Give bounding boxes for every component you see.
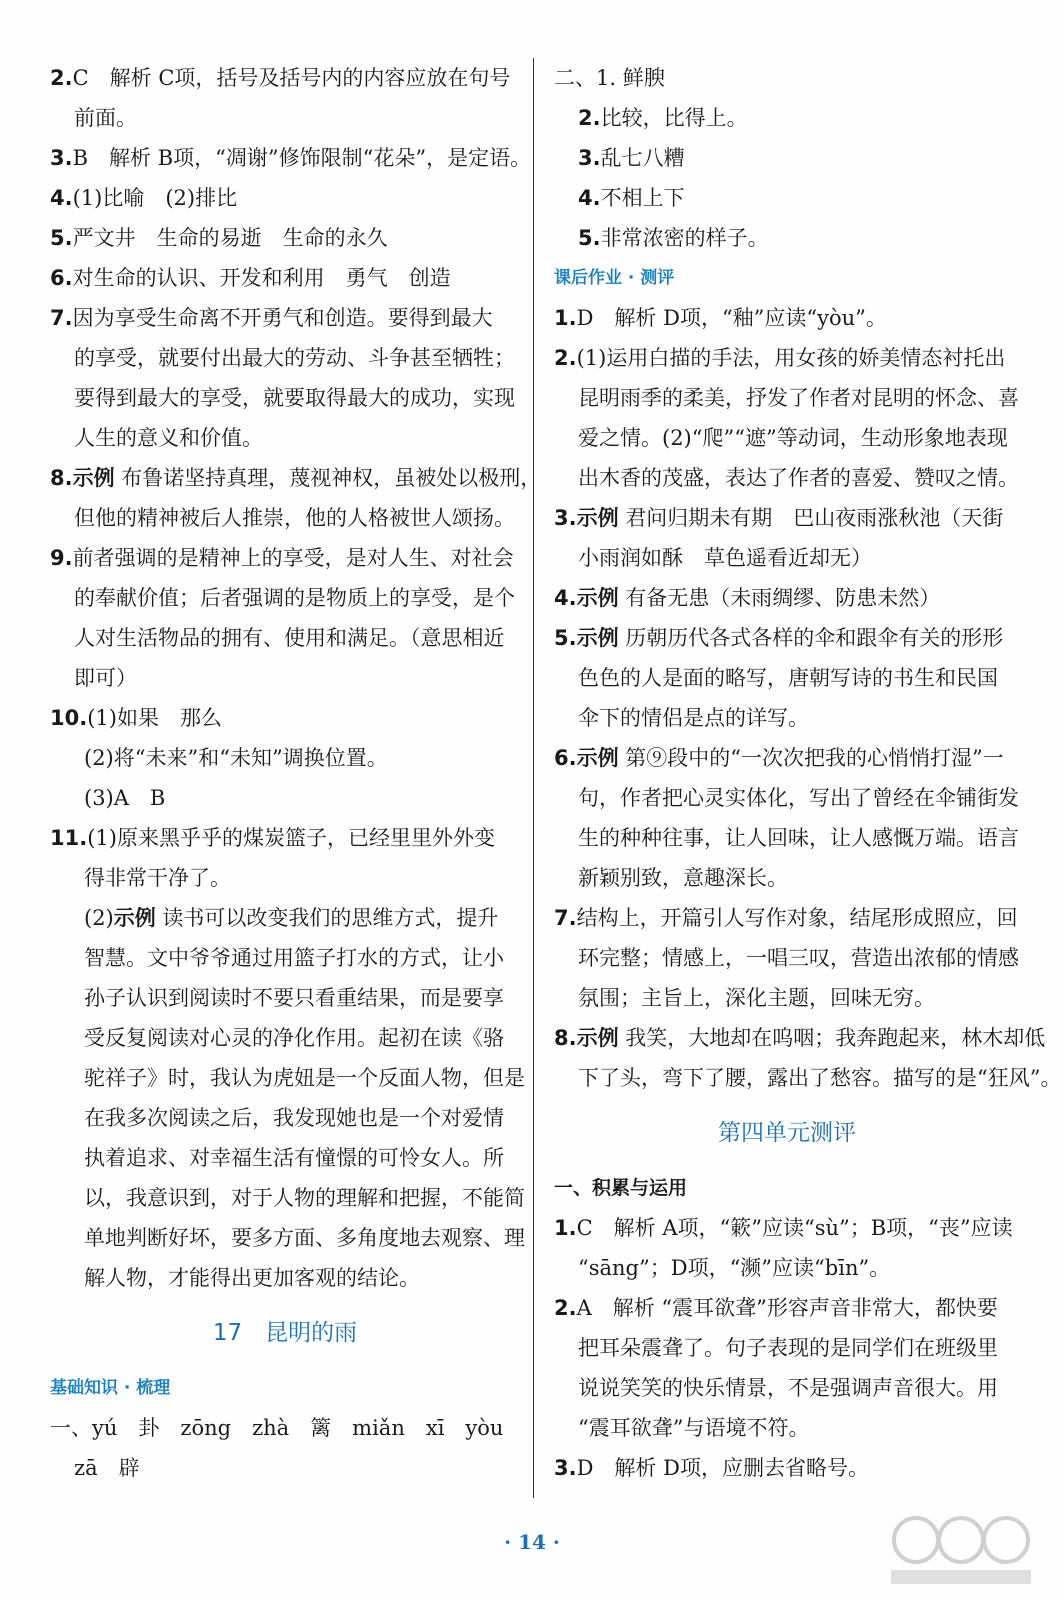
item-number: 7. xyxy=(50,306,73,330)
text-line xyxy=(50,1018,520,1058)
item-number: 3. xyxy=(578,146,601,170)
example-label: 示例 xyxy=(113,905,156,930)
text-line xyxy=(50,1058,525,1098)
item-number: 5. xyxy=(50,226,73,250)
answer-text: “sāng”；D项，“濒”应读“bīn”。 xyxy=(578,1256,891,1280)
example-label: 示例 xyxy=(576,505,619,530)
text-line xyxy=(554,58,1020,98)
text-line xyxy=(554,458,1020,498)
answer-text: 第⑨段中的“一次次把我的心悄悄打湿”一 xyxy=(618,746,1004,770)
item-number: 4. xyxy=(50,186,73,210)
answer-item xyxy=(50,258,520,298)
text-line xyxy=(50,1098,520,1138)
part-heading: 一、积累与运用 xyxy=(554,1177,688,1199)
answer-item xyxy=(554,178,1020,218)
answer-text: (1)如果 那么 xyxy=(87,706,222,730)
answer-text: 即可） xyxy=(74,666,137,690)
answer-text: 不相上下 xyxy=(600,186,685,210)
answer-item xyxy=(50,458,542,498)
text-line xyxy=(554,818,1020,858)
answer-item xyxy=(554,1018,1046,1058)
answer-text: (1)比喻 (2)排比 xyxy=(72,186,238,210)
text-line xyxy=(50,778,520,818)
example-label: 示例 xyxy=(576,585,619,610)
item-number: 4. xyxy=(578,186,601,210)
answer-text: 我笑，大地却在呜咽；我奔跑起来，林木却低 xyxy=(618,1026,1046,1050)
text-line xyxy=(50,738,520,778)
answer-text: 爱之情。(2)“爬”“遮”等动词，生动形象地表现 xyxy=(578,426,1008,450)
answer-text: 单地判断好坏，要多方面、多角度地去观察、理 xyxy=(84,1226,525,1250)
answer-item xyxy=(50,178,520,218)
answer-text: 的享受，就要付出最大的劳动、斗争甚至牺牲； xyxy=(74,346,515,370)
answer-text: 伞下的情侣是点的详写。 xyxy=(578,706,809,730)
column-divider xyxy=(533,58,534,1498)
answer-text: 得非常干净了。 xyxy=(84,866,231,890)
text-line xyxy=(554,1328,1020,1368)
answer-item xyxy=(554,1208,1020,1248)
item-number: 6. xyxy=(554,746,577,770)
text-line xyxy=(50,1218,525,1258)
example-label: 示例 xyxy=(576,1025,619,1050)
text-line xyxy=(554,858,1020,898)
text-line xyxy=(554,938,1020,978)
text-line xyxy=(50,578,520,618)
answer-item xyxy=(554,218,1020,258)
answer-text: 小雨润如酥 草色遥看近却无） xyxy=(578,546,872,570)
text-line xyxy=(50,1258,520,1298)
answer-item xyxy=(554,98,1020,138)
item-number: 6. xyxy=(50,266,73,290)
answer-text: 说说笑笑的快乐情景，不是强调声音很大。用 xyxy=(578,1376,998,1400)
answer-text: 下了头，弯下了腰，露出了愁容。描写的是“狂风”。 xyxy=(578,1066,1062,1090)
item-number: 5. xyxy=(554,626,577,650)
answer-item xyxy=(554,898,1020,938)
answer-text: (3)A B xyxy=(84,786,166,810)
answer-item xyxy=(554,1448,1020,1488)
section-title: 17 昆明的雨 xyxy=(212,1320,358,1346)
answer-item xyxy=(50,298,520,338)
answer-text: 严文井 生命的易逝 生命的永久 xyxy=(72,226,388,250)
answer-text: “震耳欲聋”与语境不符。 xyxy=(578,1416,810,1440)
answer-text: 句，作者把心灵实体化，写出了曾经在伞铺街发 xyxy=(578,786,1019,810)
text-line xyxy=(554,378,1020,418)
answer-text: 氛围；主旨上，深化主题，回味无穷。 xyxy=(578,986,935,1010)
item-number: 8. xyxy=(50,466,73,490)
text-line xyxy=(50,658,520,698)
answer-text: 因为享受生命离不开勇气和创造。要得到最大 xyxy=(72,306,493,330)
answer-text: 以，我意识到，对于人物的理解和把握，不能简 xyxy=(84,1186,525,1210)
text-line xyxy=(554,538,1020,578)
answer-text: 色色的人是面的略写，唐朝写诗的书生和民国 xyxy=(578,666,998,690)
answer-text: 结构上，开篇引人写作对象，结尾形成照应，回 xyxy=(576,906,1018,930)
text-line xyxy=(554,978,1020,1018)
answer-text: zā 辟 xyxy=(74,1456,140,1480)
text-line xyxy=(50,418,520,458)
answer-text: 环完整；情感上，一唱三叹，营造出浓郁的情感 xyxy=(578,946,1019,970)
text-line xyxy=(50,938,520,978)
answer-text: 一、yú 卦 zōng zhà 篱 miǎn xī yòu xyxy=(50,1416,504,1440)
answer-text: B 解析 B项，“凋谢”修饰限制“花朵”，是定语。 xyxy=(72,146,532,170)
text-line xyxy=(50,898,520,938)
answer-text: 出木香的茂盛，表达了作者的喜爱、赞叹之情。 xyxy=(578,466,1019,490)
example-label: 示例 xyxy=(72,465,115,490)
answer-text: 历朝历代各式各样的伞和跟伞有关的形形 xyxy=(618,626,1004,650)
answer-text: 非常浓密的样子。 xyxy=(600,226,769,250)
answer-item xyxy=(554,738,1020,778)
watermark-logo xyxy=(886,1510,1036,1590)
text-line xyxy=(50,338,520,378)
text-line xyxy=(554,1248,1020,1288)
answer-item xyxy=(554,298,1020,338)
answer-item xyxy=(50,538,520,578)
answer-text: 解人物，才能得出更加客观的结论。 xyxy=(84,1266,420,1290)
answer-text: 对生命的认识、开发和利用 勇气 创造 xyxy=(72,266,451,290)
answer-item xyxy=(50,218,520,258)
answer-text: A 解析 “震耳欲聋”形容声音非常大，都快要 xyxy=(576,1296,998,1320)
page-number: · 14 · xyxy=(504,1530,560,1554)
answer-text: C 解析 C项，括号及括号内的内容应放在句号 xyxy=(72,66,511,90)
answer-text: 在我多次阅读之后，我发现她也是一个对爱情 xyxy=(84,1106,504,1130)
answer-item xyxy=(50,818,520,858)
text-line xyxy=(50,1178,525,1218)
text-line xyxy=(554,658,1020,698)
item-number: 7. xyxy=(554,906,577,930)
item-number: 3. xyxy=(554,506,577,530)
answer-item xyxy=(554,618,1020,658)
text-line xyxy=(50,1408,520,1448)
answer-text: (1)运用白描的手法，用女孩的娇美情态衬托出 xyxy=(576,346,1006,370)
answer-text: 把耳朵震聋了。句子表现的是同学们在班级里 xyxy=(578,1336,998,1360)
item-number: 5. xyxy=(578,226,601,250)
answer-text: 执着追求、对幸福生活有憧憬的可怜女人。所 xyxy=(84,1146,504,1170)
answer-text: 昆明雨季的柔美，抒发了作者对昆明的怀念、喜 xyxy=(578,386,1019,410)
text-line xyxy=(554,778,1020,818)
answer-item xyxy=(50,58,520,98)
answer-item xyxy=(554,338,1020,378)
item-number: 10. xyxy=(50,706,88,730)
answer-text: 有备无患（未雨绸缪、防患未然） xyxy=(618,586,941,610)
text-line xyxy=(50,1138,520,1178)
answer-text: 人对生活物品的拥有、使用和满足。（意思相近 xyxy=(74,626,505,650)
answer-item xyxy=(554,578,1020,618)
answer-item xyxy=(50,698,520,738)
subsection-heading: 基础知识 · 梳理 xyxy=(50,1378,171,1398)
text-line xyxy=(554,418,1020,458)
item-number: 9. xyxy=(50,546,73,570)
item-number: 2. xyxy=(50,66,73,90)
answer-text: 但他的精神被后人推崇，他的人格被世人颂扬。 xyxy=(74,506,515,530)
text-line xyxy=(554,1058,1062,1098)
answer-text: 前面。 xyxy=(74,106,137,130)
answer-text: 前者强调的是精神上的享受，是对人生、对社会 xyxy=(72,546,514,570)
text-line xyxy=(50,978,520,1018)
example-label: 示例 xyxy=(576,625,619,650)
answer-item xyxy=(554,498,1020,538)
text-line xyxy=(554,1408,1020,1448)
answer-text: (2)将“未来”和“未知”调换位置。 xyxy=(84,746,388,770)
item-number: 8. xyxy=(554,1026,577,1050)
item-number: 2. xyxy=(578,106,601,130)
answer-text: 生的种种往事，让人回味，让人感慨万端。语言 xyxy=(578,826,1019,850)
text-line xyxy=(50,1448,520,1488)
text-line xyxy=(50,98,520,138)
answer-text: 读书可以改变我们的思维方式，提升 xyxy=(155,906,499,930)
answer-item xyxy=(554,1288,1020,1328)
item-number: 1. xyxy=(554,306,577,330)
right-column xyxy=(554,58,1062,1488)
left-column xyxy=(50,58,542,1488)
answer-text: 新颖别致，意趣深长。 xyxy=(578,866,788,890)
answer-text: 要得到最大的享受，就要取得最大的成功，实现 xyxy=(74,386,515,410)
answer-text: 受反复阅读对心灵的净化作用。起初在读《骆 xyxy=(84,1026,504,1050)
item-number: 11. xyxy=(50,826,88,850)
text-line xyxy=(50,498,520,538)
answer-item xyxy=(554,138,1020,178)
answer-text: (1)原来黑乎乎的煤炭篮子，已经里里外外变 xyxy=(87,826,495,850)
text-line xyxy=(50,378,520,418)
text-line xyxy=(50,858,520,898)
item-number: 2. xyxy=(554,1296,577,1320)
answer-text: 乱七八糟 xyxy=(600,146,685,170)
item-number: 3. xyxy=(554,1456,577,1480)
item-number: 2. xyxy=(554,346,577,370)
item-number: 3. xyxy=(50,146,73,170)
answer-text: (2) xyxy=(84,906,114,930)
answer-text: 孙子认识到阅读时不要只看重结果，而是要享 xyxy=(84,986,504,1010)
answer-text: 二、1. 鲜腴 xyxy=(554,66,665,90)
answer-text: 的奉献价值；后者强调的是物质上的享受，是个 xyxy=(74,586,515,610)
subsection-heading: 课后作业 · 测评 xyxy=(554,268,675,288)
answer-text: D 解析 D项，“釉”应读“yòu”。 xyxy=(576,306,887,330)
example-label: 示例 xyxy=(576,745,619,770)
answer-text: 驼祥子》时，我认为虎妞是一个反面人物，但是 xyxy=(84,1066,525,1090)
section-title: 第四单元测评 xyxy=(718,1120,856,1146)
text-line xyxy=(50,618,520,658)
answer-text: C 解析 A项，“簌”应读“sù”；B项，“丧”应读 xyxy=(576,1216,1013,1240)
answer-text: 人生的意义和价值。 xyxy=(74,426,263,450)
answer-text: 君问归期未有期 巴山夜雨涨秋池（天街 xyxy=(618,506,1004,530)
item-number: 4. xyxy=(554,586,577,610)
answer-text: D 解析 D项，应删去省略号。 xyxy=(576,1456,869,1480)
answer-text: 布鲁诺坚持真理，蔑视神权，虽被处以极刑， xyxy=(114,466,542,490)
text-line xyxy=(554,698,1020,738)
answer-text: 比较，比得上。 xyxy=(600,106,748,130)
item-number: 1. xyxy=(554,1216,577,1240)
text-line xyxy=(554,1368,1020,1408)
answer-item xyxy=(50,138,532,178)
answer-text: 智慧。文中爷爷通过用篮子打水的方式，让小 xyxy=(84,946,504,970)
